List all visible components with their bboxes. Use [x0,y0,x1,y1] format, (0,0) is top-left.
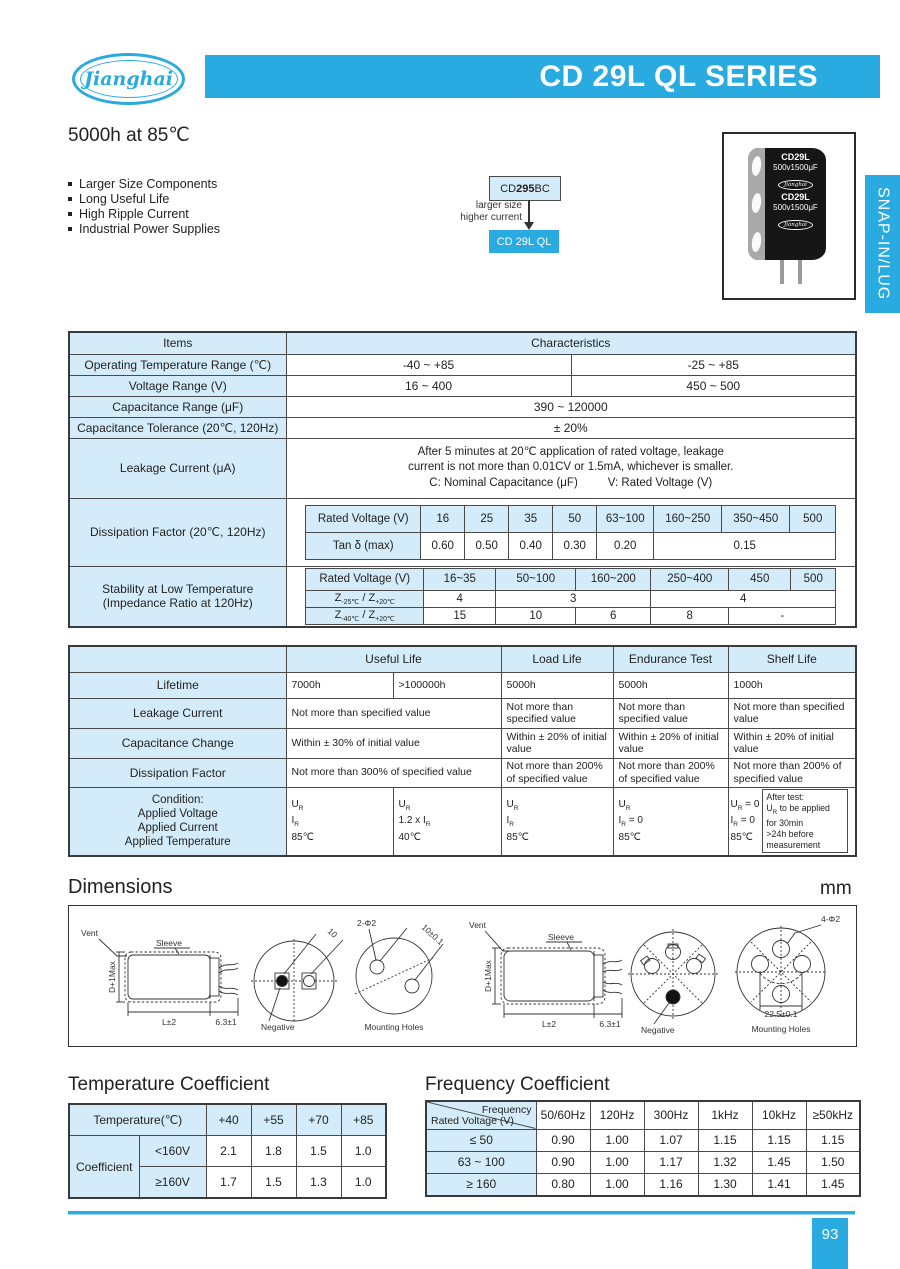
cap-change-spec: Within ± 20% of initial value [613,728,728,758]
coef-value: 0.80 [536,1173,590,1196]
applied-current: $I_R = 0$ [730,815,755,828]
tan-value: 0.30 [553,532,597,559]
temp-coefficient-table [68,1103,387,1199]
applied-voltage: $U_R$ [506,798,519,812]
footer-rule [68,1211,855,1215]
voltage-col: 500 [790,505,836,532]
length-dim-label: L±2 [161,1017,177,1027]
dimensions-title: Dimensions [68,876,173,898]
dimensions-svg [69,906,856,1046]
voltage-col: 50 [553,505,597,532]
voltage-col: 160~250 [654,505,722,532]
leakage-line [288,476,855,492]
tan-delta-label: Tan δ (max) [306,532,421,559]
coef-value: 0.90 [536,1151,590,1173]
useful-life-header: Useful Life [286,646,501,672]
row-label: Leakage Current [69,698,286,728]
applied-voltage: $U_R$ [291,798,304,812]
sleeve-highlight [751,155,763,176]
capacitor-sleeve [748,148,765,260]
freq-coefficient-title: Frequency Coefficient [425,1074,610,1095]
cap-change-spec: Within ± 20% of initial value [501,728,613,758]
row-label: Dissipation Factor [69,758,286,787]
z-symbol: Z [334,591,342,604]
coef-value: 1.45 [806,1173,860,1196]
cap-tolerance-value: ± 20% [286,417,856,438]
stability-label-line: (Impedance Ratio at 120Hz) [102,596,253,611]
bullet-icon [68,212,72,216]
hole-count-label: 4-Φ2 [821,914,841,924]
impedance-value: 3 [496,590,651,607]
voltage-col: 16~35 [424,568,496,590]
after-test-line: measurement [766,839,821,850]
voltage-col: 450 [729,568,791,590]
condition-label-line: Applied Current [137,822,218,835]
coef-value: 1.17 [644,1151,698,1173]
series-title: CD 29L QL SERIES [539,60,818,93]
leakage-spec: Not more than specified value [501,698,613,728]
capacitor-print [765,152,826,232]
row-label: Lifetime [69,672,286,698]
feature-label: High Ripple Current [79,206,189,221]
applied-temperature: 85℃ [506,831,529,843]
voltage-col: 16 [421,505,465,532]
freq-col: 120Hz [590,1101,644,1129]
coef-value: 1.15 [752,1129,806,1151]
list-item [68,177,220,192]
product-photo [722,132,856,300]
condition-label-line: Applied Voltage [137,808,218,821]
lifetime-value: >100000h [393,672,501,698]
dissipation-spec: Not more than 200% of specified value [501,758,613,787]
frequency-header: Frequency [481,1104,532,1116]
rated-voltage-header: Rated Voltage (V) [306,568,424,590]
temp-coefficient-title: Temperature Coefficient [68,1074,270,1095]
down-arrowhead-icon [524,222,534,230]
impedance-value: - [729,607,836,624]
applied-temperature: 85℃ [730,831,753,843]
condition-shelf-values [731,799,760,845]
characteristics-table [68,331,857,628]
empty-header [69,646,286,672]
negative-label: Negative [641,1025,675,1035]
leakage-spec: Not more than specified value [286,698,501,728]
tan-value: 0.40 [509,532,553,559]
evolution-note-line: larger size [475,200,522,211]
z-symbol: / Z [362,591,376,604]
impedance-value: 10 [496,607,576,624]
applied-temperature: 85℃ [291,831,314,843]
cap-range-value: 390 ~ 120000 [286,396,856,417]
coef-value: 1.45 [752,1151,806,1173]
coef-value: 1.7 [206,1167,251,1199]
voltage-range-label: 63 ~ 100 [426,1151,536,1173]
coef-value: 1.00 [590,1151,644,1173]
voltage-col: 160~200 [576,568,651,590]
coef-value: 1.00 [590,1173,644,1196]
stability-table [305,568,836,625]
page-number-badge: 93 [812,1218,848,1269]
freq-col: ≥50kHz [806,1101,860,1129]
life-test-table [68,645,857,857]
feature-list [68,177,220,236]
capacitor-brand-logo: Jianghai [778,180,813,190]
coef-value: 1.5 [296,1136,341,1167]
applied-current: $I_R$ [291,815,299,828]
z-subscript: -40℃ [341,615,360,623]
feature-label: Industrial Power Supplies [79,221,221,236]
condition-label-line: Condition: [151,794,204,807]
sleeve-highlight [751,192,763,213]
applied-voltage: $U_R$ [618,798,631,812]
z-subscript: +20℃ [375,598,395,606]
evolution-note-line: higher current [460,211,522,223]
lead-dim-label: 6.3±1 [599,1019,621,1029]
capacitor-pin [780,260,784,284]
applied-current: 1.2 x $I_R$ [398,815,431,828]
diagonal-header [426,1101,536,1129]
series-box-text: BC [534,182,550,195]
applied-voltage: $U_R = 0$ [730,798,760,812]
coef-value: 1.32 [698,1151,752,1173]
voltage-range-label: ≥ 160 [426,1173,536,1196]
voltage-col: 50~100 [496,568,576,590]
capacitor-rating: 500v1500μF [773,163,818,172]
coef-value: 1.16 [644,1173,698,1196]
diameter-dim-label: D+1Max [483,960,493,992]
coef-value: 1.07 [644,1129,698,1151]
cap-change-spec: Within ± 20% of initial value [728,728,856,758]
applied-temperature: 85℃ [618,831,641,843]
applied-temperature: 40℃ [398,831,421,843]
voltage-col: 63~100 [597,505,654,532]
sleeve-highlight [751,231,763,252]
bullet-icon [68,227,72,231]
impedance-value: 15 [424,607,496,624]
temp-range-low: -40 ~ +85 [286,354,571,375]
capacitor-model: CD29L [781,192,810,202]
items-header: Items [69,332,286,354]
row-label [69,566,286,627]
coef-value: 1.0 [341,1167,386,1199]
coef-value: 0.90 [536,1129,590,1151]
impedance-value: 6 [576,607,651,624]
snap-in-lug-tab: SNAP-IN/LUG [865,175,900,313]
row-label: Operating Temperature Range (℃) [69,354,286,375]
mounting-holes-label: Mounting Holes [751,1024,811,1034]
load-life-header: Load Life [501,646,613,672]
after-test-line: for 30min [766,818,804,829]
condition-label [69,787,286,856]
after-test-line: After test: [766,792,805,803]
negative-label: Negative [261,1022,295,1032]
z-subscript: +20℃ [375,615,395,623]
after-test-line: >24h before [766,828,814,839]
condition-endurance [613,787,728,856]
temperature-header: Temperature(℃) [69,1104,206,1136]
z-symbol: Z [334,608,342,621]
series-box-text: CD [500,182,517,195]
endurance-test-header: Endurance Test [613,646,728,672]
temp-col: +55 [251,1104,296,1136]
row-label: Dissipation Factor (20℃, 120Hz) [69,498,286,566]
sleeve-label: Sleeve [548,932,574,942]
voltage-class-label: ≥160V [139,1167,206,1199]
series-box-cd295bc [489,176,561,201]
after-test-note [762,789,848,853]
freq-col: 1kHz [698,1101,752,1129]
coef-value: 1.15 [806,1129,860,1151]
leakage-spec: Not more than specified value [728,698,856,728]
impedance-value: 8 [651,607,729,624]
capacitor-pin [798,260,802,284]
coef-value: 1.00 [590,1129,644,1151]
hole-pitch-label: 10±0.1 [419,922,446,947]
condition-useful-1 [286,787,393,856]
dissipation-table [305,505,836,560]
lifetime-value: 1000h [728,672,856,698]
condition-load [501,787,613,856]
freq-col: 10kHz [752,1101,806,1129]
hole-pitch-label: 22.5±0.1 [764,1009,798,1019]
voltage-col: 350~450 [722,505,790,532]
applied-current: $I_R$ [506,815,514,828]
feature-label: Long Useful Life [79,192,170,207]
row-label: Capacitance Tolerance (20℃, 120Hz) [69,417,286,438]
title-banner [205,55,880,98]
impedance-ratio-label [306,607,424,624]
row-label: Voltage Range (V) [69,375,286,396]
leakage-formula-v: V: Rated Voltage (V) [607,476,713,489]
capacitor-body [748,148,826,260]
impedance-value: 4 [651,590,836,607]
freq-col: 300Hz [644,1101,698,1129]
capacitor-brand-logo: Jianghai [778,220,813,230]
coef-value: 1.30 [698,1173,752,1196]
length-dim-label: L±2 [541,1019,557,1029]
condition-label-line: Applied Temperature [124,836,231,849]
stability-cell [286,566,856,627]
impedance-ratio-label [306,590,424,607]
lifetime-value: 5000h [613,672,728,698]
z-subscript: -25℃ [341,598,360,606]
down-arrow-icon [528,200,530,222]
row-label: Capacitance Range (μF) [69,396,286,417]
vent-label: Vent [469,920,487,930]
dissipation-spec: Not more than 200% of specified value [728,758,856,787]
condition-useful-2 [393,787,501,856]
bullet-icon [68,197,72,201]
voltage-class-label: <160V [139,1136,206,1167]
dimensions-drawing [68,905,857,1047]
bullet-icon [68,182,72,186]
tan-value: 0.60 [421,532,465,559]
voltage-col: 500 [791,568,836,590]
series-box-text-bold: 295 [516,182,535,195]
dissipation-spec: Not more than 300% of specified value [286,758,501,787]
tan-value: 0.20 [597,532,654,559]
lifetime-subtitle: 5000h at 85℃ [68,125,190,146]
voltage-col: 250~400 [651,568,729,590]
logo-text: Jianghai [84,68,173,90]
characteristics-header: Characteristics [286,332,856,354]
hole-count-label: 2-Φ2 [357,918,377,928]
impedance-value: 4 [424,590,496,607]
stability-label-line: Stability at Low Temperature [102,582,254,597]
jianghai-logo [72,53,185,105]
feature-label: Larger Size Components [79,177,218,192]
dimensions-unit: mm [820,878,852,899]
applied-current: $I_R = 0$ [618,815,643,828]
freq-coefficient-table [425,1100,861,1197]
temp-range-high: -25 ~ +85 [571,354,856,375]
logo-oval [80,60,178,98]
sleeve-label: Sleeve [156,938,182,948]
freq-col: 50/60Hz [536,1101,590,1129]
temp-col: +40 [206,1104,251,1136]
leakage-formula-c: C: Nominal Capacitance (μF) [429,476,578,489]
after-test-line: $U_R$ to be applied [766,802,830,816]
applied-voltage: $U_R$ [398,798,411,812]
mounting-holes-label: Mounting Holes [364,1022,424,1032]
list-item [68,207,220,222]
lifetime-value: 5000h [501,672,613,698]
coef-value: 1.3 [296,1167,341,1199]
voltage-range-label: ≤ 50 [426,1129,536,1151]
vent-label: Vent [81,928,99,938]
row-label: Capacitance Change [69,728,286,758]
capacitor-rating: 500v1500μF [773,203,818,212]
leakage-spec: Not more than specified value [613,698,728,728]
condition-shelf [728,787,856,856]
coef-value: 1.5 [251,1167,296,1199]
coefficient-label: Coefficient [69,1136,139,1199]
voltage-col: 25 [465,505,509,532]
series-box-cd29lql: CD 29L QL [489,230,559,253]
dissipation-spec: Not more than 200% of specified value [613,758,728,787]
capacitor-model: CD29L [781,152,810,162]
evolution-note [432,200,522,223]
temp-col: +85 [341,1104,386,1136]
voltage-col: 35 [509,505,553,532]
rated-voltage-header: Rated Voltage (V) [306,505,421,532]
coef-value: 1.8 [251,1136,296,1167]
row-label: Leakage Current (μA) [69,438,286,498]
lifetime-value: 7000h [286,672,393,698]
tan-value: 0.50 [465,532,509,559]
list-item [68,192,220,207]
leakage-line: After 5 minutes at 20℃ application of rated voltage, leakage [417,445,724,458]
diameter-dim-label: D+1Max [107,961,117,993]
leakage-line: current is not more than 0.01CV or 1.5mA, whichever is smaller. [408,461,734,474]
dissipation-cell [286,498,856,566]
voltage-range-low: 16 ~ 400 [286,375,571,396]
coef-value: 1.15 [698,1129,752,1151]
lead-dim-label: 6.3±1 [215,1017,237,1027]
temp-col: +70 [296,1104,341,1136]
shelf-life-header: Shelf Life [728,646,856,672]
coef-value: 1.41 [752,1173,806,1196]
list-item [68,221,220,236]
coef-value: 1.0 [341,1136,386,1167]
rated-voltage-header: Rated Voltage (V) [431,1114,514,1127]
cap-change-spec: Within ± 30% of initial value [286,728,501,758]
leakage-current-spec [286,438,856,498]
z-symbol: / Z [362,608,376,621]
voltage-range-high: 450 ~ 500 [571,375,856,396]
coef-value: 2.1 [206,1136,251,1167]
terminal-pitch-label: 10 [325,926,340,940]
coef-value: 1.50 [806,1151,860,1173]
tan-value: 0.15 [654,532,836,559]
